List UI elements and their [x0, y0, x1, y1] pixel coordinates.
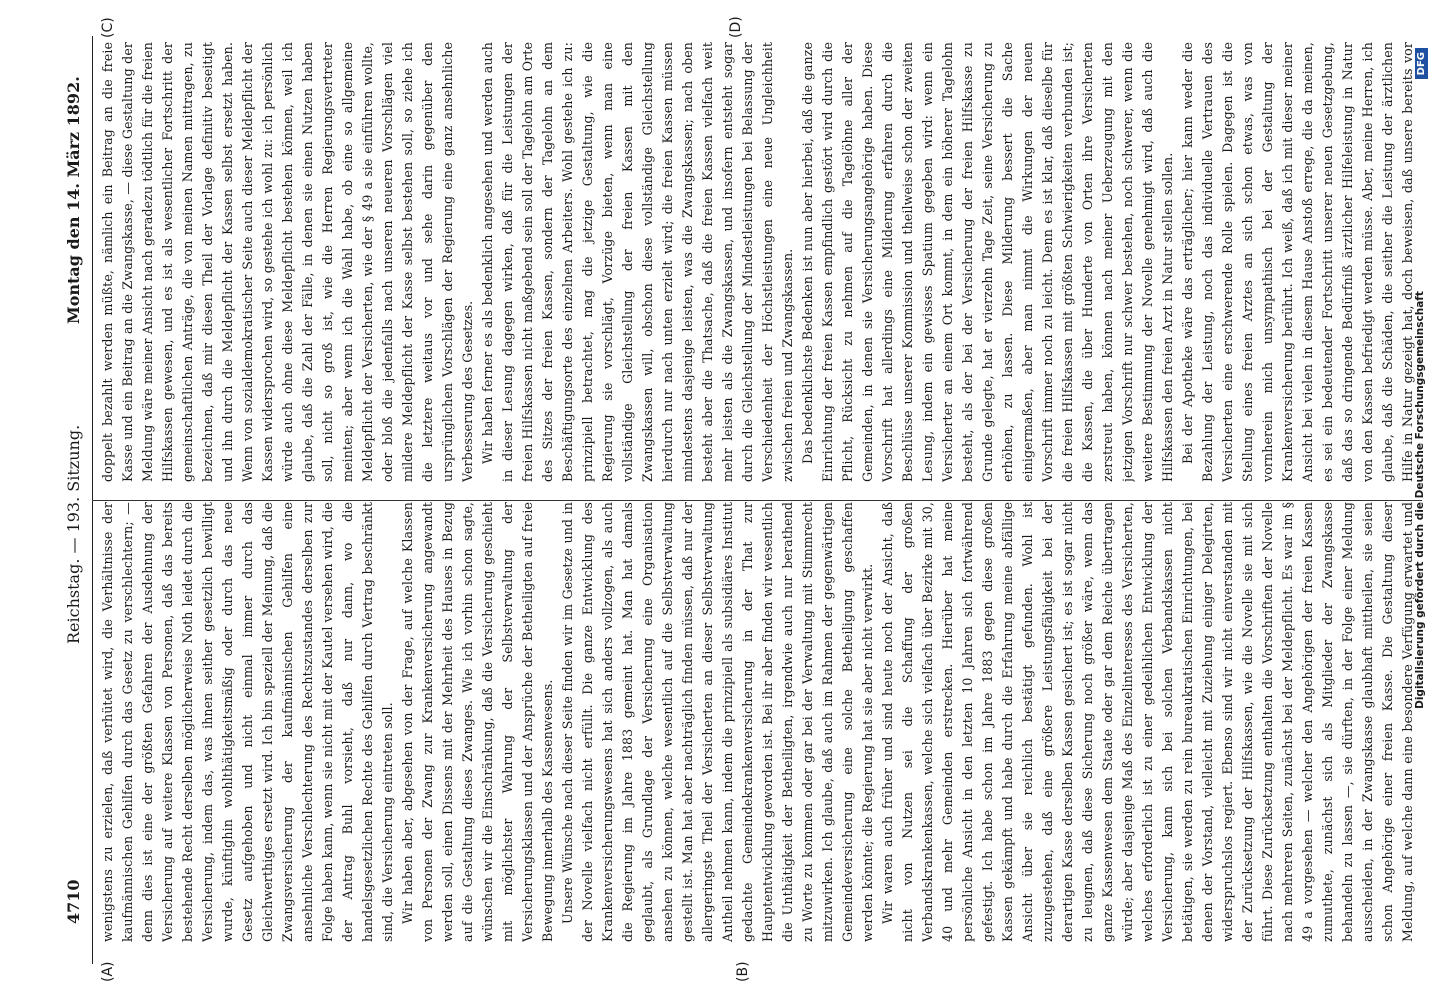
- paragraph: Bei der Apotheke wäre das erträglicher; hier kann weder die Bezahlung der Leistung, noch das individuelle Vertrauen des Versicherten eine erschwerende Rolle spielen. Dagegen ist die Stellung eines freien Arztes an sich schon etwas, was von vornherein mich unsympathisch bei der Gestaltung der Krankenversicherung berührt. Ich weiß, daß ich mit dieser meiner Ansicht bei vielen in diesem Hause Anstoß errege, die da meinen, es sei ein bedeutender Fortschritt unserer neuen Gesetzgebung, daß das so dringende Bedürfniß ärztlicher Hilfeleistung in Natur von den Kassen befriedigt werden müsse. Aber, meine Herren, ich glaube, daß die Schäden, die seither die Leistung der ärztlichen Hilfe in Natur gezeigt hat, doch beweisen, daß unsere bereits vor: [1180, 42, 1415, 482]
- paragraph: wenigstens zu erzielen, daß verhütet wird, die Verhältnisse der kaufmännischen Gehilfen durch das Gesetz zu verschlechtern; — denn dies ist eine der größten Gefahren der Ausdehnung der Versicherung auf weitere Klassen von Personen, daß das bereits bestehende Recht derselben möglicherweise Noth leidet durch die Versicherung, indem das, was ihnen seither gesetzlich bewilligt wurde, künftighin wohlthätigkeitsmäßig oder durch das neue Gesetz aufgehoben und nicht einmal immer durch das Gleichwerthiges ersetzt wird. Ich bin speziell der Meinung, daß die Zwangsversicherung der kaufmännischen Gehilfen eine ansehnliche Verschlechterung des Rechtszustandes derselben zur Folge haben kann, wenn sie nicht mit der Kautel versehen wird, die der Antrag Buhl vorsieht, daß nur dann, wo die handelsgesetzlichen Rechte des Gehilfen durch Vertrag beschränkt sind, die Versicherung eintreten soll.: [100, 502, 395, 942]
- page-header: [58, 36, 88, 964]
- column-divider: [92, 500, 1422, 501]
- margin-marker-d: (D): [728, 16, 744, 38]
- paragraph: Das bedenklichste Bedenken ist nun aber hierbei, daß die ganze Einrichtung der freien Kassen empfindlich gestört wird durch die Pflicht, Rücksicht zu nehmen auf die Tagelöhne aller der Gemeinden, in denen sie Versicherungsangehörige haben. Diese Vorschrift hat allerdings eine Milderung erfahren durch die Beschlüsse unserer Kommission und theilweise schon der zweiten Lesung, indem ein gewisses Spatium gegeben wird: wenn ein Versicherter an einem Ort kommt, in dem ein höherer Tagelohn besteht, als der bei der Versicherung der freien Hilfskasse zu Grunde gelegte, hat er vierzehn Tage Zeit, seine Versicherung zu erhöhen, zu lassen. Diese Milderung bessert die Sache einigermaßen, aber man nimmt die Wirkungen der neuen Vorschrift immer noch zu leicht. Denn es ist klar, daß dieselbe für die freien Hilfskassen mit größten Schwierigkeiten verbunden ist; die Kassen, die über Hunderte von Orten ihre Versicherten zerstreut haben, können nach meiner Ueberzeugung mit den jetzigen Vorschrift nur schwer bestehen, noch schwerer, wenn die weitere Bestimmung der Novelle genehmigt wird, daß auch die Hilfskassen den freien Arzt in Natur stellen sollen.: [800, 42, 1175, 482]
- date-heading: Montag den 14. März 1892.: [64, 76, 83, 324]
- paragraph: Unsere Wünsche nach dieser Seite finden wir im Gesetze und in der Novelle vielfach nicht erfüllt. Die ganze Entwicklung des Krankenversicherungswesens hat sich anders vollzogen, als auch die Regierung im Jahre 1883 gemeint hat. Man hat damals geglaubt, als Grundlage der Versicherung eine Organisation ansehen zu können, welche wesentlich auf die Selbstverwaltung gestellt ist. Man hat aber nachträglich finden müssen, daß nur der allergeringste Theil der Versicherten an dieser Selbstverwaltung Antheil nehmen kann, indem die prinzipiell als subsidiäres Institut gedachte Gemeindekrankenversicherung in der That zur Hauptentwicklung geworden ist. Bei ihr aber finden wir wesentlich die Unthätigkeit der Betheiligten, irgendwie auch nur berathend zu Worte zu kommen oder gar bei der Verwaltung mit Stimmrecht mitzuwirken. Ich glaube, daß auch im Rahmen der gegenwärtigen Gemeindeversicherung eine solche Betheiligung geschaffen werden könnte; die Regierung hat sie aber nicht verwirkt.: [560, 502, 875, 942]
- paragraph: doppelt bezahlt werden müßte, nämlich ein Beitrag an die freie Kasse und ein Beitrag an die Zwangskasse, — diese Gestaltung der Meldung wäre meiner Ansicht nach geradezu tödtlich für die freien Hilfskassen gewesen, und es ist als wesentlicher Fortschritt der gemeinschaftlichen Anträge, die von meinen Namen mittragen, zu bezeichnen, daß mir diesen Theil der Vorlage definitiv beseitigt und ihn durch die Meldepflicht der Kassen selbst ersetzt haben. Wenn von sozialdemokratischer Seite auch dieser Meldepflicht der Kassen widersprochen wird, so gestehe ich wohl zu: ich persönlich würde auch ohne diese Meldepflicht bestehen können, weil ich glaube, daß die Zahl der Fälle, in denen sie einen Nutzen haben soll, nicht so groß ist, wie die Herren Regierungsvertreter meinten; aber wenn ich die Wahl habe, ob eine so allgemeine Meldepflicht der Versicherten, wie der § 49 a sie einführen wollte, oder bloß die jedenfalls nach unseren neueren Vorschlägen viel mildere Meldepflicht der Kasse selbst bestehen soll, so ziehe ich die letztere weitaus vor und sehe darin gegenüber den ursprünglichen Vorschlägen der Regierung eine ganz ansehnliche Verbesserung des Gesetzes.: [100, 42, 475, 482]
- left-text-column: [98, 502, 1418, 942]
- margin-marker-c: (C): [100, 17, 116, 38]
- dfg-logo: DFG: [1415, 48, 1428, 79]
- page-number: 4710: [64, 879, 83, 924]
- paragraph: Wir haben ferner es als bedenklich angesehen und werden auch in dieser Lesung dagegen wirken, daß für die Leistungen der freien Hilfskassen nicht maßgebend sein soll der Tagelohn am Orte des Sitzes der freien Kassen, sondern der Tagelohn an dem Beschäftigungsorte des einzelnen Arbeiters. Wohl gestehe ich zu: prinzipiell betrachtet, mag die jetzige Gestaltung, wie die Regierung sie vorschlägt, Vorzüge bieten, wenn man eine vollständige Gleichstellung der freien Kassen mit den Zwangskassen will, obschon diese vollständige Gleichstellung hierdurch nur nach unten erzielt wird; die freien Kassen müssen mindestens dasjenige leisten, was die Zwangskassen; nach oben besteht aber die Thatsache, daß die freien Kassen vielfach weit mehr leisten als die Zwangskassen, und insofern entsteht sogar durch die Gleichstellung der Mindestleistungen bei Belassung der Verschiedenheit der Höchstleistungen eine neue Ungleichheit zwischen freien und Zwangskassen.: [480, 42, 795, 482]
- margin-marker-b: (B): [735, 961, 751, 982]
- right-text-column: [98, 42, 1418, 482]
- margin-marker-a: (A): [100, 961, 116, 982]
- paragraph: Wir haben aber, abgesehen von der Frage, auf welche Klassen von Personen der Zwang zur Krankenversicherung angewandt werden soll, einen Dissens mit der Mehrheit des Hauses in Bezug auf die Gestaltung dieses Zwanges. Wie ich vorhin schon sagte, wünschen wir die Einschränkung, daß die Versicherung geschieht mit möglichster Wahrung der Selbstverwaltung der Versicherungsklassen und der Ansprüche der Betheiligten auf freie Bewegung innerhalb des Kassenwesens.: [400, 502, 555, 942]
- session-heading: Reichstag. — 193. Sitzung.: [64, 424, 83, 644]
- paragraph: Wir waren auch früher und sind heute noch der Ansicht, daß nicht von Nutzen sei die Schaffung der großen Verbandskrankenkassen, welche sich vielfach über Bezirke mit 30, 40 und mehr Gemeinden erstrecken. Hierüber hat meine persönliche Ansicht in den letzten 10 Jahren sich fortwährend gefestigt. Ich habe schon im Jahre 1883 gegen diese großen Kassen gekämpft und habe durch die Erfahrung meine abfällige Ansicht über sie reichlich bestätigt gefunden. Wohl ist zuzugestehen, daß eine größere Leistungsfähigkeit bei der derartigen Kasse derselben Kassen gesichert ist; es ist sogar nicht zu leugnen, daß diese Sicherung noch größer wäre, wenn das ganze Kassenwesen dem Staate oder gar dem Reiche übertragen würde; aber dasjenige Maß des Einzelinteresses des Versicherten, welches erforderlich ist zu einer gedeihlichen Entwicklung der Versicherung, kann sich bei solchen Verbandskassen nicht betätigen, sie werden zu rein bureaukratischen Einrichtungen, bei denen der Vorstand, vielleicht mit Zuziehung einiger Delegirten, widerspruchslos regiert. Ebenso sind wir nicht einverstanden mit der Zurücksetzung der Hilfskassen, wie die Novelle sie mit sich führt. Diese Zurücksetzung enthalten die Vorschriften der Novelle nach mehreren Seiten, zunächst bei der Meldepflicht. Es war im § 49 a vorgesehen — welcher den Angehörigen der freien Kassen zumuthete, zunächst sich als Mitglieder der Zwangskasse behandeln zu lassen —, sie dürften, in der Folge einer Meldung ausscheiden, in der Zwangskasse glaubhaft mittheilen, sie seien schon Angehörige einer freien Kasse. Die Gestaltung dieser Meldung, auf welche dann eine besondere Verfügung erwartet und: [880, 502, 1415, 942]
- digitization-credit: Digitalisierung gefördert durch die Deutsche Forschungsgemeinschaft: [1414, 291, 1426, 709]
